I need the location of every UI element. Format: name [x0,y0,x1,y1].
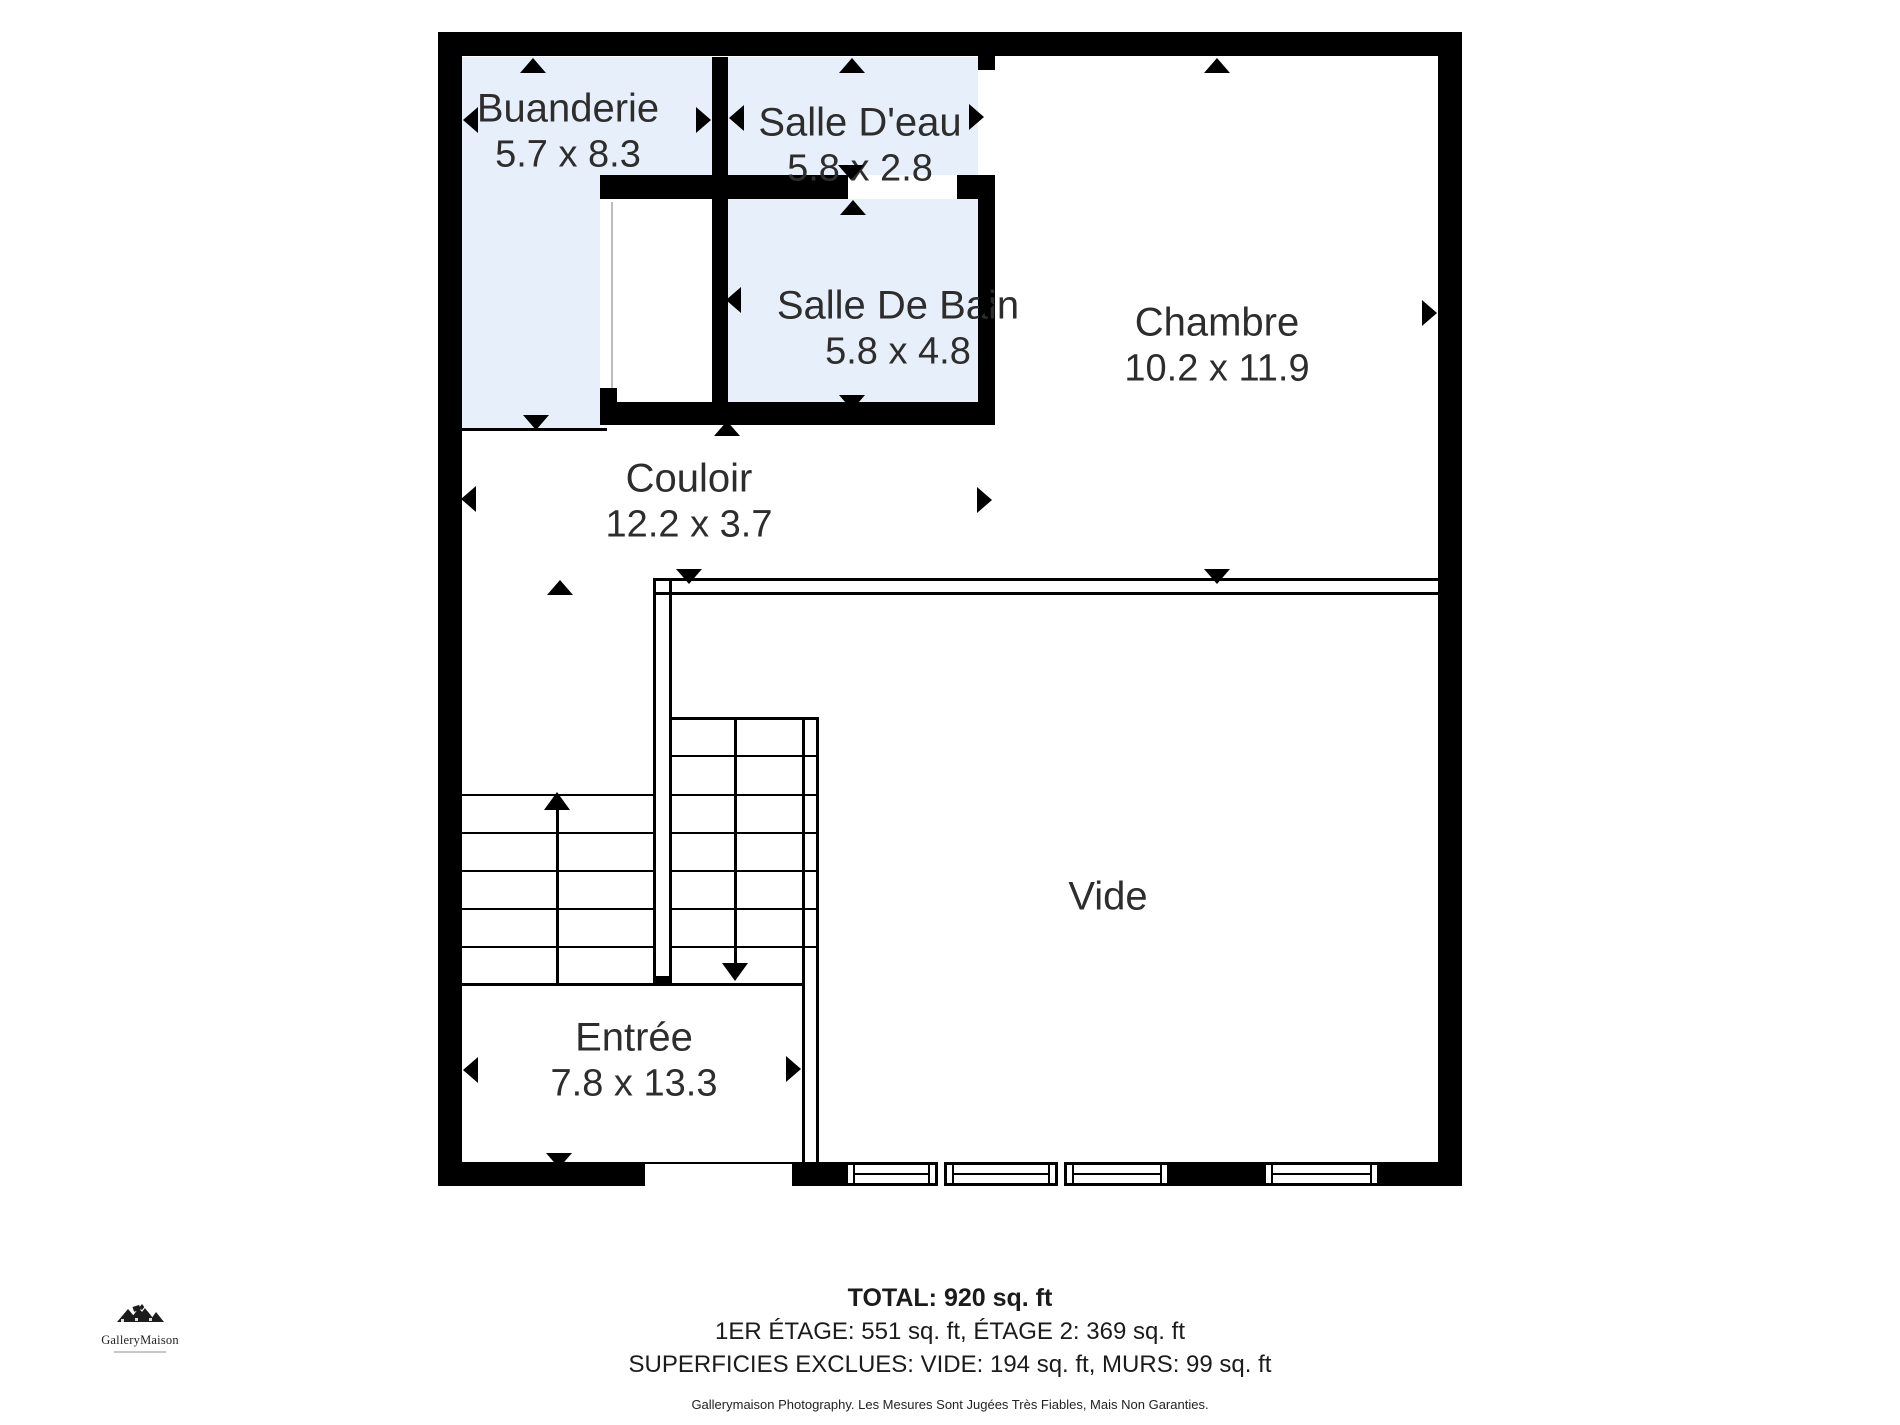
measure-arrow-down-icon [676,569,702,584]
wall-closet-cap [600,388,617,404]
measure-arrow-down-icon [838,165,864,180]
window [1064,1162,1170,1186]
window [845,1162,938,1186]
room-name: Couloir [625,456,753,501]
entry-door-gap-line [645,1162,792,1164]
room-label-couloir [606,455,773,546]
total-area: TOTAL: 920 sq. ft [847,1284,1053,1312]
room-label-entree [551,1014,718,1105]
measure-arrow-right-icon [696,107,711,133]
footer-summary [0,1281,1900,1412]
wall-left [438,32,462,1186]
measure-arrow-right-icon [786,1056,801,1082]
room-name: Salle De Bain [776,283,1020,328]
room-dimensions: 5.8 x 4.8 [825,330,971,373]
vide-railing [802,717,805,1164]
excluded-areas: SUPERFICIES EXCLUES: VIDE: 194 sq. ft, MURS: 99 sq. ft [628,1351,1272,1378]
room-name: Chambre [1134,300,1300,345]
stair-down-arrow-icon [722,963,748,981]
brand-name: GalleryMaison [101,1333,179,1347]
room-dimensions: 10.2 x 11.9 [1124,347,1310,390]
measure-arrow-up-icon [520,58,546,73]
measure-arrow-up-icon [1204,58,1230,73]
floor-areas: 1ER ÉTAGE: 551 sq. ft, ÉTAGE 2: 369 sq. ft [715,1318,1185,1345]
stair-tread [672,794,816,796]
room-name: Entrée [575,1015,693,1060]
wall-right [1438,32,1462,1186]
room-name: Vide [1068,874,1148,919]
stair-tread [672,832,816,834]
room-label-vide [1068,874,1147,921]
measure-arrow-down-icon [839,395,865,410]
stair-bottom-line [460,983,805,986]
measure-arrow-down-icon [523,415,549,430]
window [944,1162,1058,1186]
measure-arrow-up-icon [714,421,740,436]
wall-salle-de-bain-bottom [600,402,995,425]
measure-arrow-right-icon [1422,300,1437,326]
measure-arrow-left-icon [463,107,478,133]
measure-arrow-left-icon [726,287,741,313]
measure-arrow-left-icon [463,1057,478,1083]
measure-arrow-up-icon [547,580,573,595]
room-dimensions: 7.8 x 13.3 [550,1062,718,1105]
room-label-chambre [1124,299,1309,390]
brand-tagline [114,1351,166,1353]
measure-arrow-down-icon [546,1153,572,1168]
wall-stub [978,56,995,70]
wall-bottom-segment [438,1162,645,1186]
measure-arrow-up-icon [840,200,866,215]
vide-railing [653,592,1440,595]
stair-up-arrow-icon [544,792,570,810]
measure-arrow-right-icon [977,487,992,513]
measure-arrow-up-icon [839,58,865,73]
measure-arrow-left-icon [461,486,476,512]
room-name: Buanderie [476,86,660,131]
wall-bottom-segment [1170,1162,1263,1186]
stair-tread [672,908,816,910]
wall-divider-buanderie [712,57,728,425]
vide-railing [816,717,819,1164]
measure-arrow-left-icon [729,105,744,131]
brand-logo [92,1303,188,1353]
room-label-buanderie [477,85,659,176]
closet-door-line [611,202,613,390]
stair-down-arrow-shaft [734,719,737,967]
vide-railing [653,578,1440,581]
vide-railing [669,578,672,985]
wall-bottom-segment [792,1162,845,1186]
stair-tread [672,946,816,948]
room-dimensions: 5.8 x 2.8 [787,147,933,190]
measure-arrow-right-icon [969,104,984,130]
vide-railing [653,578,656,985]
measure-arrow-right-icon [979,292,994,318]
mountain-logo-icon [113,1303,167,1327]
window [1263,1162,1380,1186]
disclaimer: Gallerymaison Photography. Les Mesures Sont Jugées Très Fiables, Mais Non Garanties. [691,1397,1209,1412]
stair-tread [672,755,816,757]
stair-up-arrow-shaft [556,800,559,983]
stair-flight-top-line [672,717,819,720]
stair-tread [672,870,816,872]
wall-bottom-segment [1380,1162,1462,1186]
measure-arrow-down-icon [1204,569,1230,584]
room-dimensions: 5.7 x 8.3 [495,133,641,176]
wall-top [438,32,1462,56]
room-name: Salle D'eau [758,100,962,145]
room-dimensions: 12.2 x 3.7 [605,503,773,546]
